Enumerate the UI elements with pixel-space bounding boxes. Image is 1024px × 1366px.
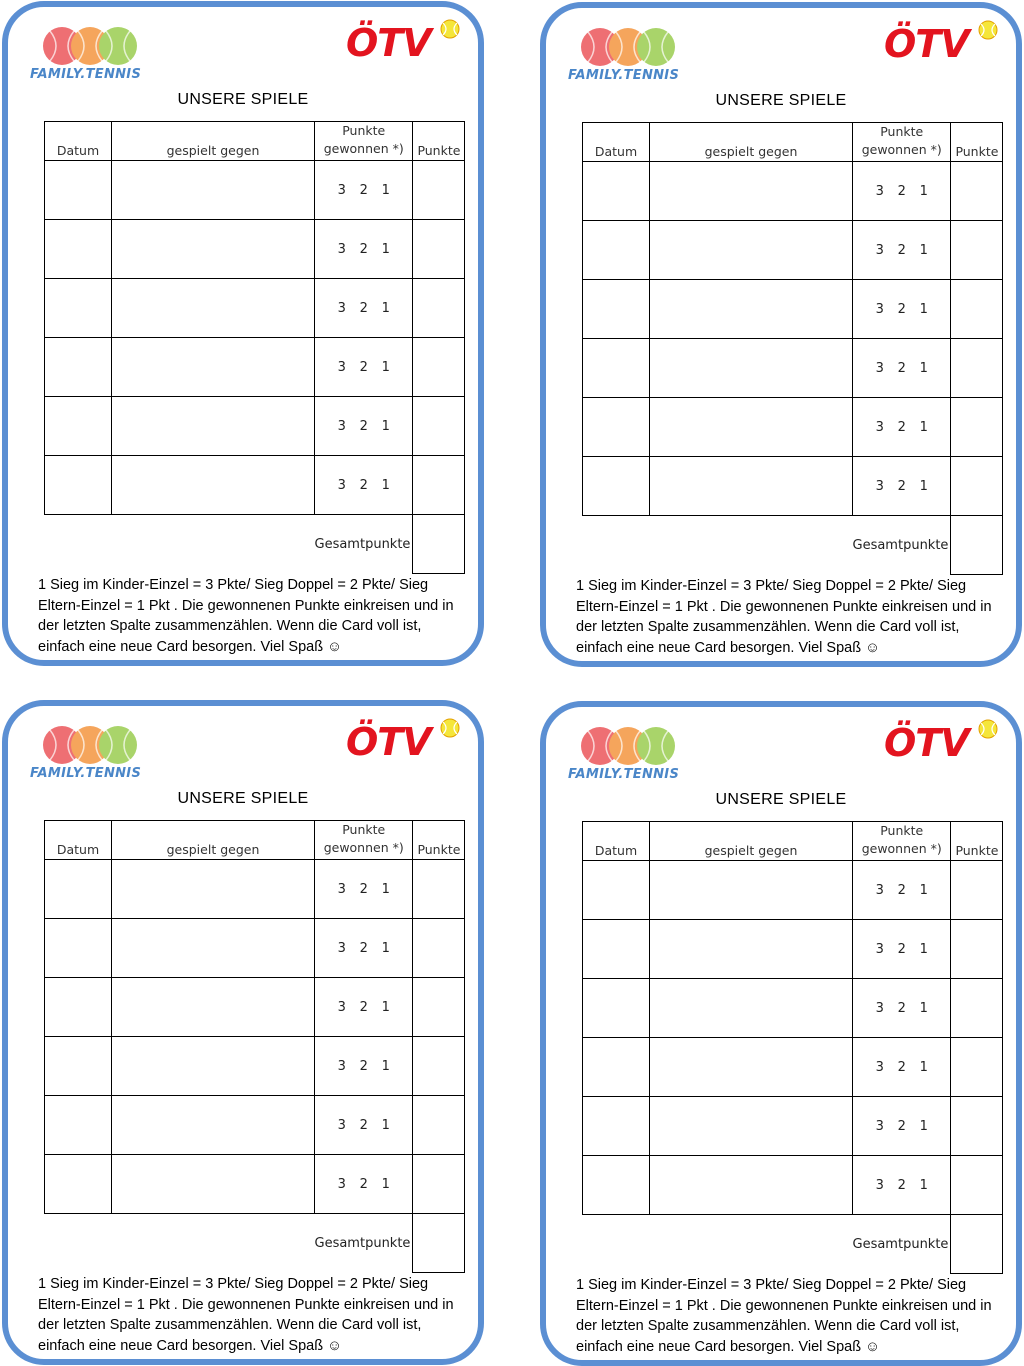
points-option[interactable]: 1: [919, 1059, 928, 1075]
punkte-field[interactable]: [951, 1097, 1003, 1156]
points-won-options: [315, 978, 413, 1037]
datum-field[interactable]: [45, 161, 112, 220]
header-punkte-gewonnen-line2: gewonnen *): [323, 840, 404, 855]
games-table: [582, 821, 1003, 1274]
header-gespielt-gegen: gespielt gegen: [112, 821, 315, 860]
otv-logo: [884, 719, 1004, 771]
total-spacer: [583, 1215, 853, 1274]
family-tennis-logo: [568, 725, 698, 787]
points-won-options: [315, 1037, 413, 1096]
opponent-field[interactable]: [112, 338, 315, 397]
opponent-field[interactable]: [650, 1038, 853, 1097]
datum-field[interactable]: [583, 457, 650, 516]
points-won-options: [315, 161, 413, 220]
total-label: Gesamtpunkte: [852, 537, 949, 553]
tennis-ball-icon: [978, 20, 998, 40]
score-card-1: [2, 1, 484, 666]
datum-field[interactable]: [45, 397, 112, 456]
games-table: [582, 122, 1003, 575]
points-option[interactable]: 1: [919, 242, 928, 258]
points-option[interactable]: 3: [337, 418, 346, 434]
family-tennis-logo: [30, 25, 160, 87]
punkte-field[interactable]: [951, 1156, 1003, 1215]
table-row: [45, 456, 465, 515]
header-punkte-gewonnen: [853, 123, 951, 162]
points-option[interactable]: 1: [919, 1000, 928, 1016]
family-tennis-wordmark: FAMILY.TENNIS: [30, 67, 142, 82]
datum-field[interactable]: [583, 221, 650, 280]
table-row: [45, 860, 465, 919]
otv-wordmark: ÖTV: [346, 720, 431, 764]
points-option[interactable]: 3: [337, 477, 346, 493]
otv-logo: [346, 718, 466, 770]
header-punkte-gewonnen-line2: gewonnen *): [861, 841, 942, 856]
table-row: [583, 920, 1003, 979]
total-row: [583, 516, 1003, 575]
points-option[interactable]: 1: [381, 418, 390, 434]
points-won-options: [853, 398, 951, 457]
table-row: [45, 161, 465, 220]
punkte-field[interactable]: [413, 860, 465, 919]
total-row: [583, 1215, 1003, 1274]
otv-logo: [884, 20, 1004, 72]
points-option[interactable]: 3: [337, 1176, 346, 1192]
opponent-field[interactable]: [650, 398, 853, 457]
table-row: [583, 1156, 1003, 1215]
punkte-field[interactable]: [951, 920, 1003, 979]
points-option[interactable]: 2: [359, 940, 368, 956]
opponent-field[interactable]: [650, 1097, 853, 1156]
opponent-field[interactable]: [112, 161, 315, 220]
datum-field[interactable]: [45, 220, 112, 279]
family-tennis-logo: [568, 26, 698, 88]
points-option[interactable]: 1: [381, 182, 390, 198]
points-option[interactable]: 3: [337, 940, 346, 956]
table-row: [583, 979, 1003, 1038]
header-punkte: Punkte: [951, 822, 1003, 861]
total-row: [45, 1214, 465, 1273]
datum-field[interactable]: [45, 279, 112, 338]
header-datum: Datum: [583, 822, 650, 861]
opponent-field[interactable]: [112, 1096, 315, 1155]
total-points-field[interactable]: [413, 515, 465, 574]
points-option[interactable]: 3: [875, 183, 884, 199]
opponent-field[interactable]: [112, 279, 315, 338]
points-won-options: [315, 279, 413, 338]
tennis-ball-icon: [978, 719, 998, 739]
points-option[interactable]: 3: [875, 1059, 884, 1075]
points-option[interactable]: 1: [919, 478, 928, 494]
points-won-options: [853, 861, 951, 920]
tennis-balls-icon: [40, 25, 140, 67]
header-datum: Datum: [45, 821, 112, 860]
points-won-options: [315, 397, 413, 456]
points-won-options: [853, 1156, 951, 1215]
datum-field[interactable]: [45, 978, 112, 1037]
otv-wordmark: ÖTV: [884, 721, 969, 765]
datum-field[interactable]: [583, 920, 650, 979]
datum-field[interactable]: [583, 398, 650, 457]
points-option[interactable]: 1: [919, 1177, 928, 1193]
datum-field[interactable]: [583, 1038, 650, 1097]
opponent-field[interactable]: [112, 1155, 315, 1214]
header-punkte-gewonnen: [315, 821, 413, 860]
points-option[interactable]: 1: [381, 359, 390, 375]
opponent-field[interactable]: [650, 861, 853, 920]
table-header-row: [583, 822, 1003, 861]
points-option[interactable]: 1: [381, 881, 390, 897]
points-option[interactable]: 2: [897, 941, 906, 957]
points-option[interactable]: 2: [897, 1118, 906, 1134]
datum-field[interactable]: [45, 1037, 112, 1096]
family-tennis-wordmark: FAMILY.TENNIS: [30, 766, 142, 781]
table-row: [45, 397, 465, 456]
table-row: [45, 1155, 465, 1214]
points-option[interactable]: 3: [337, 999, 346, 1015]
points-won-options: [315, 1155, 413, 1214]
points-option[interactable]: 1: [919, 419, 928, 435]
rules-text: 1 Sieg im Kinder-Einzel = 3 Pkte/ Sieg Doppel = 2 Pkte/ Sieg Eltern-Einzel = 1 Pkt . Die gewonnenen Punkte einkreisen und in der letzten Spalte zusammenzählen. Wenn die Card voll ist, einfach eine neue Card besorgen. Viel Spaß ☺: [576, 1277, 992, 1355]
family-tennis-logo: [30, 724, 160, 786]
points-won-options: [315, 220, 413, 279]
otv-logo: [346, 19, 466, 71]
points-option[interactable]: 2: [897, 242, 906, 258]
card-title: UNSERE SPIELE: [715, 791, 847, 808]
otv-wordmark: ÖTV: [346, 21, 431, 65]
points-won-options: [853, 162, 951, 221]
points-option[interactable]: 1: [919, 1118, 928, 1134]
opponent-field[interactable]: [650, 979, 853, 1038]
points-option[interactable]: 3: [337, 1117, 346, 1133]
opponent-field[interactable]: [112, 220, 315, 279]
points-option[interactable]: 1: [381, 1058, 390, 1074]
points-option[interactable]: 2: [359, 881, 368, 897]
table-header-row: [45, 821, 465, 860]
header-punkte: Punkte: [413, 122, 465, 161]
points-won-options: [853, 339, 951, 398]
family-tennis-wordmark: FAMILY.TENNIS: [568, 68, 680, 83]
points-option[interactable]: 2: [359, 241, 368, 257]
points-option[interactable]: 3: [875, 941, 884, 957]
datum-field[interactable]: [583, 979, 650, 1038]
total-spacer: [583, 516, 853, 575]
points-option[interactable]: 2: [897, 419, 906, 435]
rules-text: 1 Sieg im Kinder-Einzel = 3 Pkte/ Sieg Doppel = 2 Pkte/ Sieg Eltern-Einzel = 1 Pkt . Die gewonnenen Punkte einkreisen und in der letzten Spalte zusammenzählen. Wenn die Card voll ist, einfach eine neue Card besorgen. Viel Spaß ☺: [38, 577, 454, 655]
points-option[interactable]: 3: [875, 301, 884, 317]
points-option[interactable]: 3: [337, 359, 346, 375]
header-gespielt-gegen: gespielt gegen: [650, 123, 853, 162]
total-label: Gesamtpunkte: [314, 1235, 411, 1251]
points-won-options: [315, 338, 413, 397]
punkte-field[interactable]: [413, 978, 465, 1037]
points-option[interactable]: 1: [919, 301, 928, 317]
points-option[interactable]: 2: [359, 1058, 368, 1074]
punkte-field[interactable]: [413, 1155, 465, 1214]
points-won-options: [853, 221, 951, 280]
points-option[interactable]: 2: [359, 182, 368, 198]
total-points-field[interactable]: [413, 1214, 465, 1273]
points-option[interactable]: 1: [381, 999, 390, 1015]
opponent-field[interactable]: [112, 456, 315, 515]
punkte-field[interactable]: [413, 161, 465, 220]
points-option[interactable]: 3: [875, 1177, 884, 1193]
tennis-balls-icon: [578, 26, 678, 68]
datum-field[interactable]: [45, 338, 112, 397]
points-option[interactable]: 1: [381, 477, 390, 493]
points-option[interactable]: 3: [875, 1000, 884, 1016]
punkte-field[interactable]: [413, 220, 465, 279]
opponent-field[interactable]: [112, 397, 315, 456]
opponent-field[interactable]: [650, 339, 853, 398]
datum-field[interactable]: [583, 280, 650, 339]
points-won-options: [853, 457, 951, 516]
header-punkte-gewonnen-line1: Punkte: [880, 124, 924, 139]
datum-field[interactable]: [45, 919, 112, 978]
points-won-options: [315, 1096, 413, 1155]
header-punkte: Punkte: [413, 821, 465, 860]
punkte-field[interactable]: [413, 919, 465, 978]
header-gespielt-gegen: gespielt gegen: [112, 122, 315, 161]
games-table: [44, 121, 465, 574]
opponent-field[interactable]: [650, 280, 853, 339]
opponent-field[interactable]: [650, 221, 853, 280]
header-punkte-gewonnen-line2: gewonnen *): [323, 141, 404, 156]
table-row: [45, 919, 465, 978]
punkte-field[interactable]: [951, 979, 1003, 1038]
table-row: [45, 220, 465, 279]
points-option[interactable]: 3: [875, 360, 884, 376]
punkte-field[interactable]: [951, 861, 1003, 920]
points-won-options: [853, 979, 951, 1038]
points-option[interactable]: 2: [359, 359, 368, 375]
points-won-options: [853, 280, 951, 339]
points-option[interactable]: 2: [897, 1059, 906, 1075]
otv-wordmark: ÖTV: [884, 22, 969, 66]
header-punkte: Punkte: [951, 123, 1003, 162]
table-row: [583, 221, 1003, 280]
datum-field[interactable]: [583, 162, 650, 221]
points-option[interactable]: 2: [359, 300, 368, 316]
points-won-options: [853, 920, 951, 979]
punkte-field[interactable]: [413, 338, 465, 397]
points-option[interactable]: 1: [381, 1176, 390, 1192]
score-card-3: [2, 700, 484, 1365]
points-option[interactable]: 3: [337, 182, 346, 198]
table-row: [583, 1038, 1003, 1097]
datum-field[interactable]: [583, 1156, 650, 1215]
points-option[interactable]: 1: [919, 941, 928, 957]
points-option[interactable]: 3: [337, 1058, 346, 1074]
punkte-field[interactable]: [951, 280, 1003, 339]
points-won-options: [853, 1038, 951, 1097]
points-option[interactable]: 2: [359, 418, 368, 434]
points-option[interactable]: 3: [875, 478, 884, 494]
total-spacer: [45, 1214, 315, 1273]
opponent-field[interactable]: [112, 860, 315, 919]
card-title: UNSERE SPIELE: [715, 92, 847, 109]
points-option[interactable]: 3: [875, 419, 884, 435]
score-card-2: [540, 2, 1022, 667]
points-won-options: [315, 919, 413, 978]
header-datum: Datum: [45, 122, 112, 161]
points-option[interactable]: 1: [919, 360, 928, 376]
opponent-field[interactable]: [112, 1037, 315, 1096]
table-row: [583, 1097, 1003, 1156]
points-option[interactable]: 1: [919, 183, 928, 199]
points-won-options: [315, 456, 413, 515]
datum-field[interactable]: [45, 1096, 112, 1155]
points-option[interactable]: 2: [897, 882, 906, 898]
punkte-field[interactable]: [951, 339, 1003, 398]
header-punkte-gewonnen-line1: Punkte: [342, 822, 386, 837]
points-option[interactable]: 3: [875, 882, 884, 898]
opponent-field[interactable]: [650, 1156, 853, 1215]
points-option[interactable]: 3: [337, 881, 346, 897]
header-punkte-gewonnen-line1: Punkte: [880, 823, 924, 838]
total-points-field[interactable]: [951, 1215, 1003, 1274]
opponent-field[interactable]: [650, 920, 853, 979]
points-option[interactable]: 3: [875, 1118, 884, 1134]
opponent-field[interactable]: [112, 978, 315, 1037]
points-option[interactable]: 1: [381, 300, 390, 316]
tennis-ball-icon: [440, 718, 460, 738]
opponent-field[interactable]: [650, 162, 853, 221]
table-header-row: [45, 122, 465, 161]
points-option[interactable]: 2: [897, 1000, 906, 1016]
punkte-field[interactable]: [413, 397, 465, 456]
punkte-field[interactable]: [951, 398, 1003, 457]
rules-text: 1 Sieg im Kinder-Einzel = 3 Pkte/ Sieg Doppel = 2 Pkte/ Sieg Eltern-Einzel = 1 Pkt . Die gewonnenen Punkte einkreisen und in der letzten Spalte zusammenzählen. Wenn die Card voll ist, einfach eine neue Card besorgen. Viel Spaß ☺: [38, 1276, 454, 1354]
punkte-field[interactable]: [413, 1096, 465, 1155]
points-won-options: [315, 860, 413, 919]
card-title: UNSERE SPIELE: [177, 790, 309, 807]
header-punkte-gewonnen: [853, 822, 951, 861]
total-label: Gesamtpunkte: [314, 536, 411, 552]
datum-field[interactable]: [583, 1097, 650, 1156]
punkte-field[interactable]: [951, 162, 1003, 221]
rules-text: 1 Sieg im Kinder-Einzel = 3 Pkte/ Sieg Doppel = 2 Pkte/ Sieg Eltern-Einzel = 1 Pkt . Die gewonnenen Punkte einkreisen und in der letzten Spalte zusammenzählen. Wenn die Card voll ist, einfach eine neue Card besorgen. Viel Spaß ☺: [576, 578, 992, 656]
family-tennis-wordmark: FAMILY.TENNIS: [568, 767, 680, 782]
table-row: [583, 398, 1003, 457]
points-option[interactable]: 2: [359, 1117, 368, 1133]
points-option[interactable]: 3: [337, 300, 346, 316]
score-card-4: [540, 701, 1022, 1366]
punkte-field[interactable]: [413, 456, 465, 515]
table-row: [45, 978, 465, 1037]
opponent-field[interactable]: [112, 919, 315, 978]
header-gespielt-gegen: gespielt gegen: [650, 822, 853, 861]
points-option[interactable]: 2: [897, 301, 906, 317]
points-option[interactable]: 3: [875, 242, 884, 258]
total-row: [45, 515, 465, 574]
table-row: [45, 1096, 465, 1155]
tennis-balls-icon: [40, 724, 140, 766]
punkte-field[interactable]: [413, 279, 465, 338]
punkte-field[interactable]: [413, 1037, 465, 1096]
table-row: [45, 1037, 465, 1096]
points-option[interactable]: 1: [381, 940, 390, 956]
header-punkte-gewonnen-line1: Punkte: [342, 123, 386, 138]
points-option[interactable]: 2: [897, 183, 906, 199]
table-row: [583, 457, 1003, 516]
points-option[interactable]: 2: [359, 477, 368, 493]
header-datum: Datum: [583, 123, 650, 162]
total-label: Gesamtpunkte: [852, 1236, 949, 1252]
points-won-options: [853, 1097, 951, 1156]
points-option[interactable]: 2: [897, 1177, 906, 1193]
datum-field[interactable]: [45, 1155, 112, 1214]
datum-field[interactable]: [45, 456, 112, 515]
header-punkte-gewonnen: [315, 122, 413, 161]
punkte-field[interactable]: [951, 1038, 1003, 1097]
points-option[interactable]: 1: [381, 1117, 390, 1133]
points-option[interactable]: 2: [359, 1176, 368, 1192]
table-row: [583, 861, 1003, 920]
punkte-field[interactable]: [951, 457, 1003, 516]
points-option[interactable]: 1: [919, 882, 928, 898]
points-option[interactable]: 2: [897, 478, 906, 494]
tennis-ball-icon: [440, 19, 460, 39]
points-option[interactable]: 2: [359, 999, 368, 1015]
total-spacer: [45, 515, 315, 574]
table-row: [45, 338, 465, 397]
punkte-field[interactable]: [951, 221, 1003, 280]
table-row: [583, 162, 1003, 221]
points-option[interactable]: 2: [897, 360, 906, 376]
datum-field[interactable]: [583, 339, 650, 398]
games-table: [44, 820, 465, 1273]
table-row: [583, 339, 1003, 398]
points-option[interactable]: 1: [381, 241, 390, 257]
table-header-row: [583, 123, 1003, 162]
datum-field[interactable]: [583, 861, 650, 920]
table-row: [45, 279, 465, 338]
points-option[interactable]: 3: [337, 241, 346, 257]
table-row: [583, 280, 1003, 339]
header-punkte-gewonnen-line2: gewonnen *): [861, 142, 942, 157]
tennis-balls-icon: [578, 725, 678, 767]
opponent-field[interactable]: [650, 457, 853, 516]
total-points-field[interactable]: [951, 516, 1003, 575]
datum-field[interactable]: [45, 860, 112, 919]
card-title: UNSERE SPIELE: [177, 91, 309, 108]
